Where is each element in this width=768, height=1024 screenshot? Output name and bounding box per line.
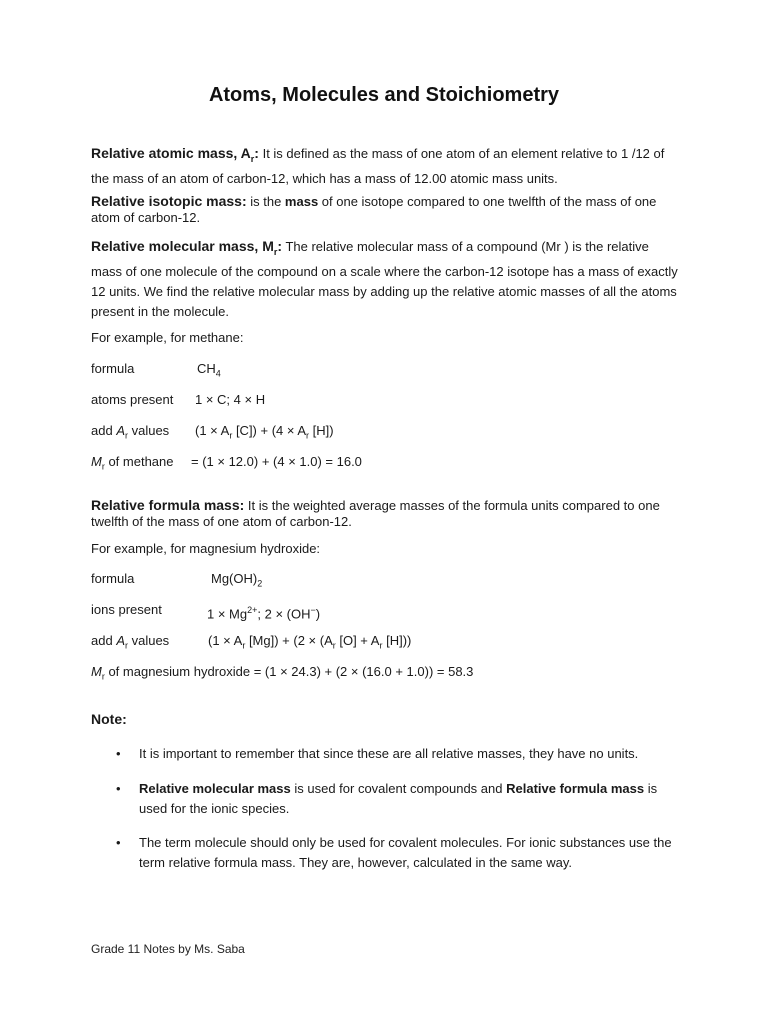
page-footer: Grade 11 Notes by Ms. Saba bbox=[91, 942, 245, 956]
ar-definition bbox=[91, 143, 679, 189]
note-bullet-3: The term molecule should only be used for covalent molecules. For ionic substances use the term relative formula mass. They are, however, calculated in the same way. bbox=[139, 835, 672, 870]
bullet-3-marker: • bbox=[116, 835, 121, 850]
formula-mass-definition: Relative formula mass: It is the weighted average masses of the formula units compared to one twelfth of the mass of one atom of carbon-12. bbox=[91, 497, 660, 529]
note-bullet-2: Relative molecular mass is used for covalent compounds and Relative formula mass is used for the ionic species. bbox=[139, 781, 658, 816]
bullet-2-marker: • bbox=[116, 781, 121, 796]
formula-mass-term: Relative formula mass: bbox=[91, 497, 245, 513]
mgoh-intro: For example, for magnesium hydroxide: bbox=[91, 541, 321, 556]
page-title: Atoms, Molecules and Stoichiometry bbox=[208, 84, 560, 106]
note-heading: Note: bbox=[91, 711, 127, 727]
ar-text: It is defined as the mass of one atom of an element relative to 1 /12 of the mass of an atom of carbon-12, which has a mass of 12.00 atomic mass units. bbox=[91, 146, 665, 186]
mr-definition bbox=[91, 236, 679, 322]
document-page: Atoms, Molecules and Stoichiometry Relative atomic mass, $A_r$: It is defined as the mass of one atom of an element relative to 1 /12 of the mass of an atom of carbon-12, which has a mass of 12.00 atomic mass units. Relative isotopic mass: is the mass of one isotope compared to one twelfth of the mass of one atom of carbon-12. Relative molecular mass, $M_r$: The relative molecular mass of a compound (Mr ) is the relative mass of one molecule of the compound on a scale where the carbon-12 isotope has a mass of exactly 12 units. We find the relative molecular mass by adding up the relative atomic masses of all the atoms present in the molecule. For example, for methane: formula $CH_4$ atoms present 1 × C; 4 × H add $A_r$ values ($1 \times A_r$ $[C]) + (4 \times A_r$ [H]) $M_r$ of methane = (1 × 12.0) + (4 × 1.0) = 16.0 Relative formula mass: It is the weighted average masses of the formula units compared to one twelfth of the mass of one atom of carbon-12. For example, for magnesium hydroxide: formula $Mg(OH)_2$ ions present $1 \times Mg^{2+}$; 2 × (OH−) add $A_r$ values ($1 \times A_r$ $[Mg]) + (2 \times (A_r$ $[O] + A_r$ [H])) $M_r$ of magnesium hydroxide = (1 × 24.3) + (2 × (16.0 + 1.0)) = 58.3 Note: • It is important to remember that since these are all relative masses, they have no units. • Relative molecular mass is used for covalent compounds and Relative formula mass is used for the ionic species. • The term molecule should only be used for covalent molecules. For ionic substances use the term relative formula mass. They are, however, calculated in the same way. Grade 11 Notes by Ms. Saba bbox=[0, 0, 768, 1024]
note-bullet-1: It is important to remember that since these are all relative masses, they have no units. bbox=[139, 746, 639, 761]
ar-term: Relative atomic mass, $A_r$: bbox=[91, 145, 259, 164]
isotopic-term: Relative isotopic mass: bbox=[91, 193, 247, 209]
bullet-1-marker: • bbox=[116, 746, 121, 761]
mr-text: The relative molecular mass of a compound (Mr ) is the relative mass of one molecule of the compound on a scale where the carbon-12 isotope has a mass of exactly 12 units. We find the relative molecular mass by adding up the relative atomic masses of all the atoms present in the molecule. bbox=[91, 239, 678, 319]
methane-intro: For example, for methane: bbox=[91, 330, 244, 345]
isotopic-definition: Relative isotopic mass: is the mass of one isotope compared to one twelfth of the mass of one atom of carbon-12. bbox=[91, 193, 657, 225]
mgoh-mr-row: $M_r$ of magnesium hydroxide = (1 × 24.3) + (2 × (16.0 + 1.0)) = 58.3 bbox=[91, 664, 474, 682]
mr-term: Relative molecular mass, $M_r$: bbox=[91, 238, 283, 257]
